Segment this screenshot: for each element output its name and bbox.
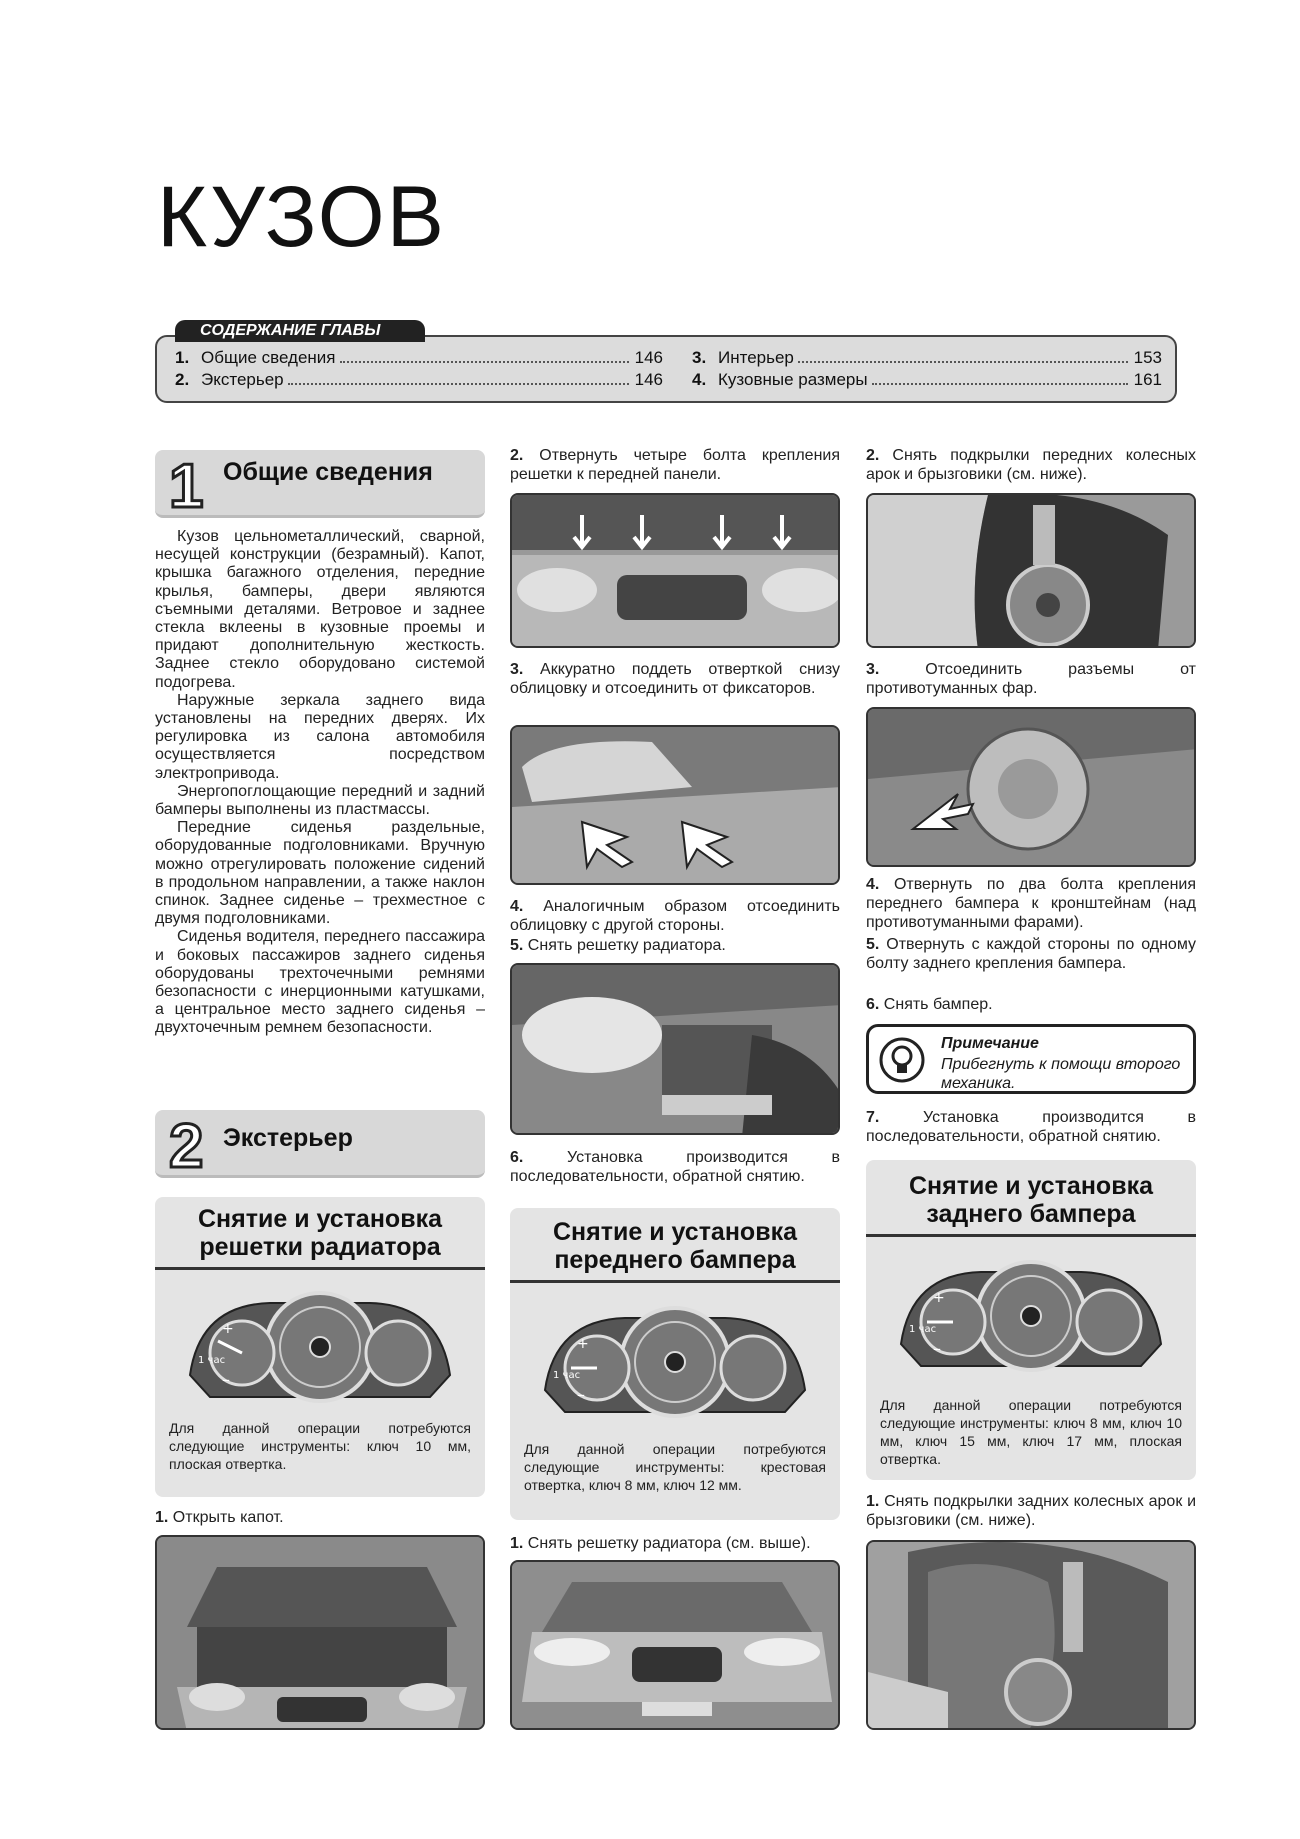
toc-item[interactable]: 2. Экстерьер 146 [175,370,663,389]
svg-text:+: + [222,1321,234,1337]
operation-box-grille: Снятие и установка решетки радиатора + – 1 час Для данной операции потребуются следующие инструменты: ключ 10 мм, плоская отвертка. [155,1197,485,1497]
step: 3. Отсоединить разъемы от противотуманных фар. [866,661,1196,697]
step: 1. Снять решетку радиатора (см. выше). [510,1535,811,1552]
operation-box-front-bumper: Снятие и установка переднего бампера + – 1 час Для данной операции потребуются следующие инструменты: крестовая отвертка, ключ 8 мм, ключ 12 мм. [510,1208,840,1520]
svg-text:–: – [577,1385,585,1404]
step: 4. Аналогичным образом отсоединить облицовку с другой стороны. [510,898,840,934]
toc-label: СОДЕРЖАНИЕ ГЛАВЫ [175,320,425,342]
photo-grille-bolts [510,493,840,648]
step: 2. Отвернуть четыре болта крепления решетки к передней панели. [510,447,841,483]
step: 5. Отвернуть с каждой стороны по одному болту заднего крепления бампера. [866,936,1196,972]
svg-text:+: + [577,1336,589,1352]
photo-rear-wheel-arch [866,1540,1196,1730]
step: 5. Снять решетку радиатора. [510,937,726,954]
photo-front-car [510,1560,840,1730]
step: 6. Установка производится в последовательности, обратной снятию. [510,1149,841,1185]
required-tools: Для данной операции потребуются следующие инструменты: ключ 10 мм, плоская отвертка. [169,1420,471,1472]
svg-text:1 час: 1 час [909,1324,937,1335]
required-tools: Для данной операции потребуются следующие инструменты: ключ 8 мм, ключ 10 мм, ключ 15 мм, ключ 17 мм, плоская отвертка. [880,1397,1182,1467]
photo-fog-lamp-connector [866,707,1196,867]
svg-text:1 час: 1 час [198,1355,226,1366]
dashboard-gauge-icon [535,1300,815,1420]
photo-trim-removal [510,725,840,885]
step: 1. Снять подкрылки задних колесных арок и брызговики (см. ниже). [866,1493,1197,1529]
lightbulb-icon [879,1037,925,1083]
toc-item[interactable]: 4. Кузовные размеры 161 [692,370,1162,389]
chapter-title: КУЗОВ [157,169,447,265]
note-box [866,1024,1196,1094]
section-1-header [155,450,485,521]
note-text: Прибегнуть к помощи второго механика. [941,1056,1181,1092]
section-2-header [155,1110,485,1181]
photo-open-hood [155,1535,485,1730]
operation-box-rear-bumper: Снятие и установка заднего бампера + – 1 час Для данной операции потребуются следующие инструменты: ключ 8 мм, ключ 10 мм, ключ 15 мм, ключ 17 мм, плоская отвертка. [866,1160,1196,1480]
step: 3. Аккуратно поддеть отверткой снизу облицовку и отсоединить от фиксаторов. [510,661,841,697]
photo-wheel-arch-liner [866,493,1196,648]
step: 6. Снять бампер. [866,996,993,1013]
svg-text:–: – [222,1370,230,1389]
required-tools: Для данной операции потребуются следующие инструменты: крестовая отвертка, ключ 8 мм, ключ 12 мм. [524,1441,826,1493]
section-number: 2 [169,1112,204,1181]
step: 1. Открыть капот. [155,1509,284,1526]
dashboard-gauge-icon [180,1285,460,1405]
step: 2. Снять подкрылки передних колесных арок и брызговики (см. ниже). [866,447,1196,483]
svg-text:–: – [933,1339,941,1358]
step: 4. Отвернуть по два болта крепления переднего бампера к кронштейнам (над противотуманными фарами). [866,876,1197,931]
section-title: Общие сведения [223,458,433,486]
step: 7. Установка производится в последовательности, обратной снятию. [866,1109,1197,1145]
dashboard-gauge-icon [891,1254,1171,1374]
svg-text:+: + [933,1290,945,1306]
toc-item[interactable]: 3. Интерьер 153 [692,348,1162,367]
photo-grille-removal [510,963,840,1135]
section-number: 1 [169,452,204,521]
svg-text:1 час: 1 час [553,1370,581,1381]
toc-item[interactable]: 1. Общие сведения 146 [175,348,663,367]
table-of-contents [155,335,1177,403]
section-title: Экстерьер [223,1124,353,1152]
section-1-text: Кузов цельнометаллический, сварной, несущей конструкции (безрамный). Капот, крышка багажного отделения, передние крылья, бамперы, двери являются съемными деталями. Ветровое и заднее стекла вклеены в кузовные проемы и придают дополнительную жесткость. Заднее стекло оборудовано системой подогрева. Наружные зеркала заднего вида установлены на передних дверях. Их регулировка из салона автомобиля осуществляется посредством электропривода. Энергопоглощающие передний и задний бамперы выполнены из пластмассы. Передние сиденья раздельные, оборудованные подголовниками. Вручную можно отрегулировать положение сидений в продольном направлении, а также наклон спинок. Заднее сиденье – трехместное с двумя подголовниками. Сиденья водителя, переднего пассажира и боковых пассажиров заднего сиденья оборудованы трехточечными ремнями безопасности с инерционными катушками, а центральное место заднего сиденья – двухточечным ремнем безопасности. [155,528,485,1037]
note-title: Примечание [941,1035,1039,1052]
